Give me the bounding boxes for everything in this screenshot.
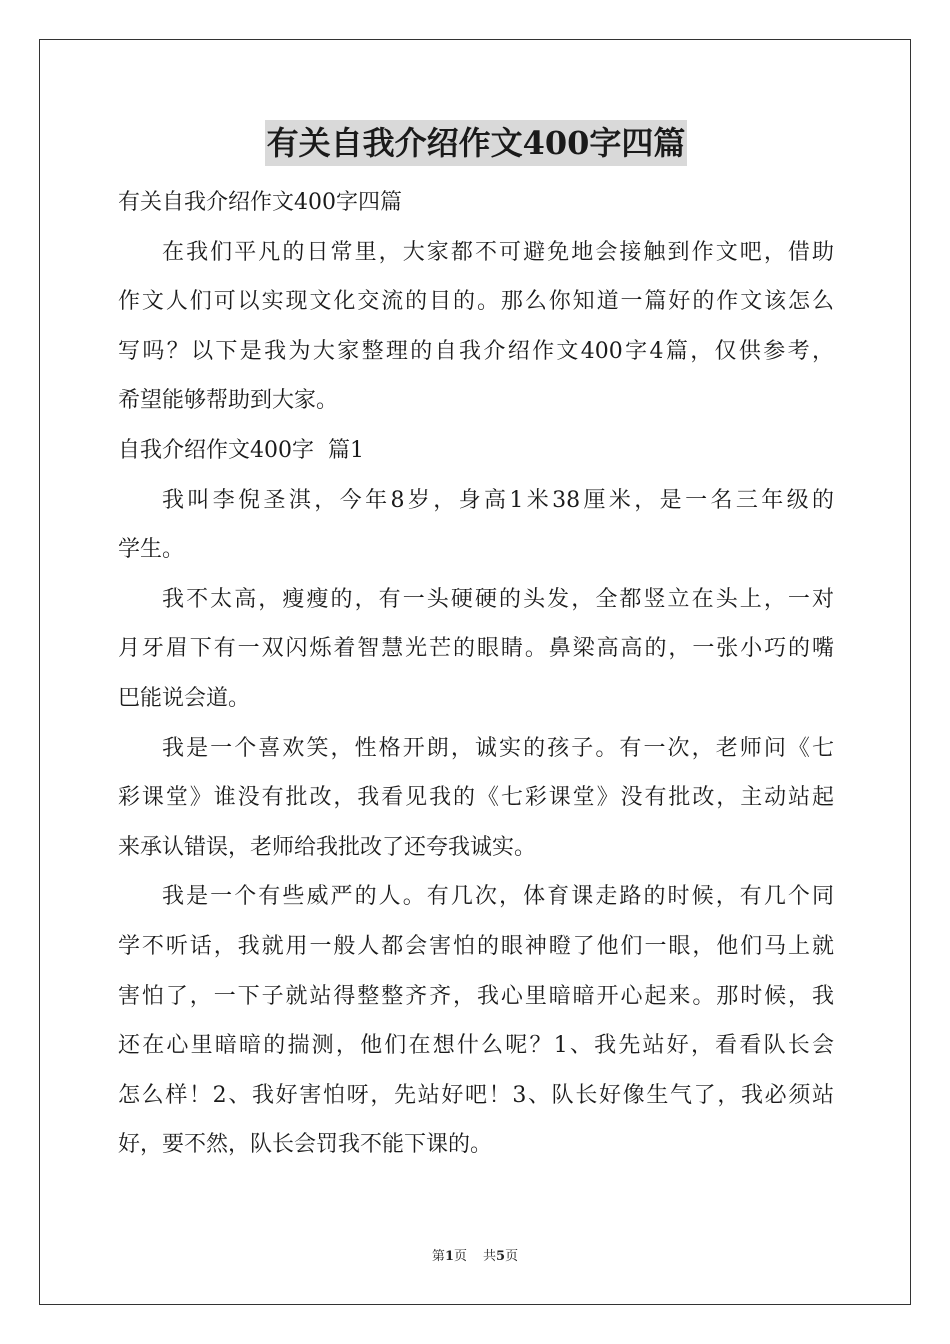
- paragraph-line: 怎么样！2、我好害怕呀，先站好吧！3、队长好像生气了，我必须站: [118, 1082, 834, 1108]
- paragraph-line: 我叫李倪圣淇，今年8岁，身高1米38厘米，是一名三年级的: [162, 487, 834, 513]
- paragraph-line: 来承认错误，老师给我批改了还夸我诚实。: [118, 834, 537, 860]
- paragraph-line: 好，要不然，队长会罚我不能下课的。: [118, 1132, 493, 1158]
- paragraph-line: 还在心里暗暗的揣测，他们在想什么呢？1、我先站好，看看队长会: [118, 1033, 834, 1059]
- total-pages-suffix: 页: [505, 1249, 519, 1264]
- section-heading: 自我介绍作文400字 篇1: [118, 437, 364, 463]
- page-number-suffix: 页: [453, 1249, 467, 1264]
- paragraph-line: 害怕了，一下子就站得整整齐齐，我心里暗暗开心起来。那时候，我: [118, 983, 834, 1009]
- document-body: [118, 120, 834, 1170]
- paragraph-line: 学生。: [118, 537, 185, 563]
- paragraph-line: 在我们平凡的日常里，大家都不可避免地会接触到作文吧，借助: [162, 239, 834, 265]
- title-container: [118, 120, 834, 170]
- paragraph-line: 希望能够帮助到大家。: [118, 388, 339, 414]
- paragraph-line: 我不太高，瘦瘦的，有一头硬硬的头发，全都竖立在头上，一对: [162, 586, 834, 612]
- paragraph-line: 学不听话，我就用一般人都会害怕的眼神瞪了他们一眼，他们马上就: [118, 933, 834, 959]
- paragraph-line: 我是一个喜欢笑，性格开朗，诚实的孩子。有一次，老师问《七: [162, 735, 834, 761]
- page-footer: [0, 1245, 950, 1264]
- total-pages: 5: [496, 1249, 506, 1264]
- subtitle-line: 有关自我介绍作文400字四篇: [118, 190, 402, 215]
- paragraph-line: 巴能说会道。: [118, 685, 251, 711]
- page-number: 1: [444, 1249, 454, 1264]
- paragraph-line: 作文人们可以实现文化交流的目的。那么你知道一篇好的作文该怎么: [118, 289, 834, 315]
- paragraph-line: 我是一个有些威严的人。有几次，体育课走路的时候，有几个同: [162, 884, 834, 910]
- document-title: 有关自我介绍作文400字四篇: [265, 120, 688, 166]
- total-pages-prefix: 共: [483, 1249, 497, 1264]
- paragraph-line: 彩课堂》谁没有批改，我看见我的《七彩课堂》没有批改，主动站起: [118, 785, 834, 811]
- paragraph-line: 月牙眉下有一双闪烁着智慧光芒的眼睛。鼻梁高高的，一张小巧的嘴: [118, 636, 834, 662]
- paragraph-line: 写吗？以下是我为大家整理的自我介绍作文400字4篇，仅供参考，: [118, 338, 834, 364]
- page-number-prefix: 第: [431, 1249, 445, 1264]
